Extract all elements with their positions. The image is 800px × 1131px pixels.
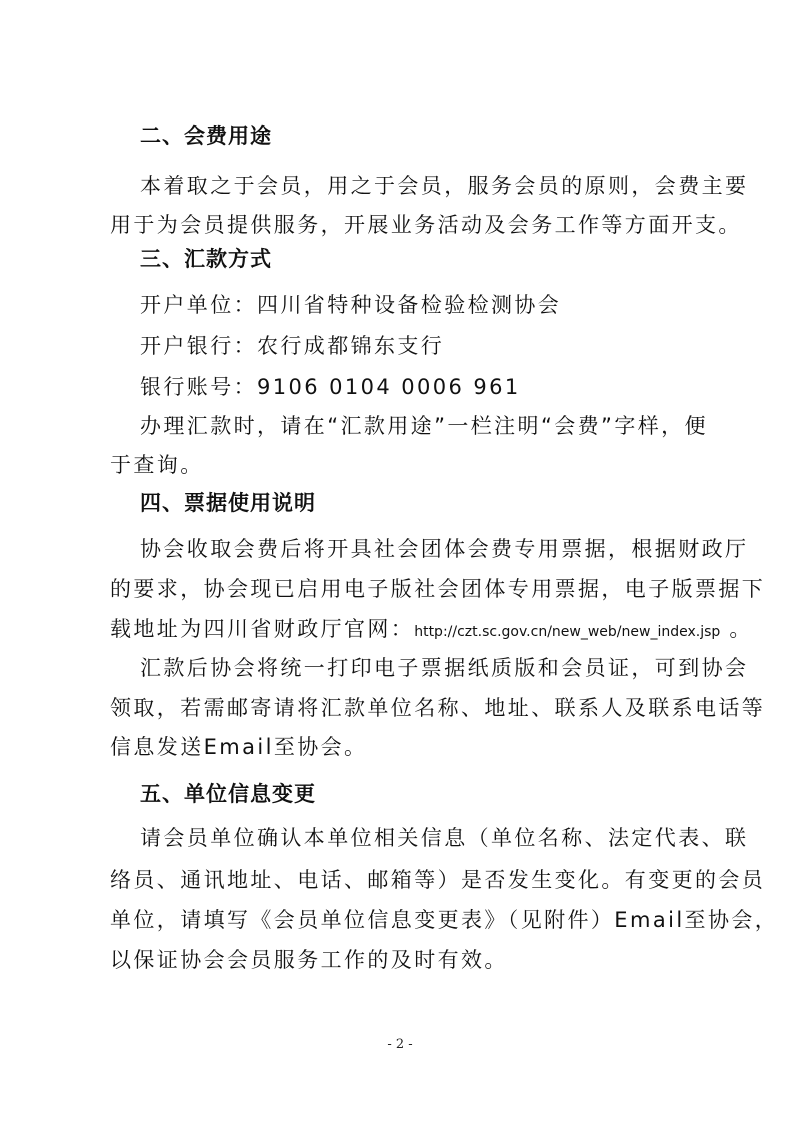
paragraph-line: 信息发送Email至协会。 <box>110 735 368 759</box>
paragraph-text: 。 <box>720 617 753 641</box>
paragraph-line: 请会员单位确认本单位相关信息（单位名称、法定代表、联 <box>140 826 749 850</box>
paragraph-line: 本着取之于会员，用之于会员，服务会员的原则，会费主要 <box>140 174 749 198</box>
paragraph-line: 的要求，协会现已启用电子版社会团体专用票据，电子版票据下 <box>110 577 766 601</box>
invoice-download-link[interactable]: http://czt.sc.gov.cn/new_web/new_index.jsp <box>414 624 721 640</box>
bank-name: 开户银行：农行成都锦东支行 <box>140 334 445 358</box>
paragraph-line <box>110 614 753 647</box>
section-heading-info-change: 五、单位信息变更 <box>140 782 316 806</box>
paragraph-line: 单位，请填写《会员单位信息变更表》（见附件）Email至协会， <box>110 908 779 932</box>
page-number: - 2 - <box>387 1037 413 1052</box>
paragraph-text: 载地址为四川省财政厅官网： <box>110 617 415 641</box>
section-heading-fee-usage: 二、会费用途 <box>140 124 272 148</box>
paragraph-line: 协会收取会费后将开具社会团体会费专用票据，根据财政厅 <box>140 537 749 561</box>
paragraph-line: 汇款后协会将统一打印电子票据纸质版和会员证，可到协会 <box>140 656 749 680</box>
paragraph-line: 络员、通讯地址、电话、邮箱等）是否发生变化。有变更的会员 <box>110 868 766 892</box>
account-name: 开户单位：四川省特种设备检验检测协会 <box>140 293 562 317</box>
paragraph-line: 以保证协会会员服务工作的及时有效。 <box>110 948 508 972</box>
account-number: 银行账号：9106 0104 0006 961 <box>140 375 521 399</box>
paragraph-line: 办理汇款时，请在“汇款用途”一栏注明“会费”字样，便 <box>140 414 708 438</box>
paragraph-line: 领取，若需邮寄请将汇款单位名称、地址、联系人及联系电话等 <box>110 696 766 720</box>
paragraph-line: 用于为会员提供服务，开展业务活动及会务工作等方面开支。 <box>110 213 742 237</box>
paragraph-line: 于查询。 <box>110 453 204 477</box>
section-heading-invoice: 四、票据使用说明 <box>140 491 316 515</box>
section-heading-remittance: 三、汇款方式 <box>140 247 272 271</box>
